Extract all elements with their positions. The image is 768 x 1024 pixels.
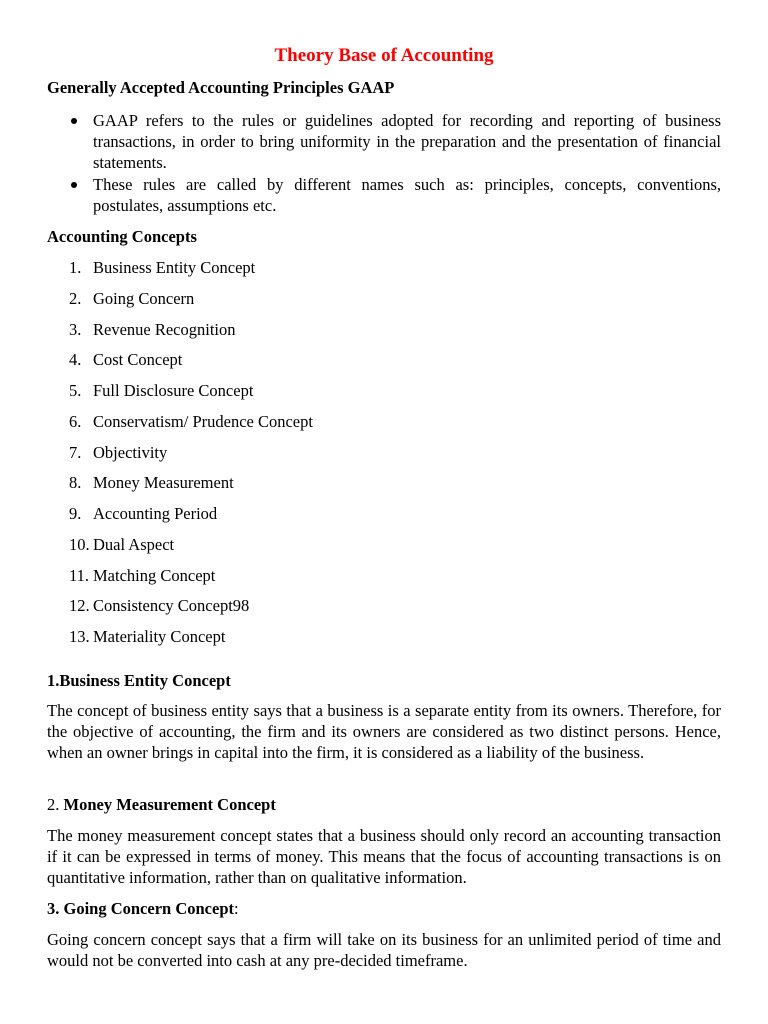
section2-heading-line [47,794,276,815]
item-number: 2. [69,288,82,308]
item-label: Revenue Recognition [93,319,236,339]
item-number: 6. [69,411,82,431]
item-number: 7. [69,442,82,462]
item-number: 5. [69,381,82,400]
section2-number: 2. [47,795,64,814]
bullet-text: These rules are called by different names such as: principles, concepts, conventions, postulates, assumptions etc. [93,175,721,215]
section3-heading: 3. Going Concern Concept [47,899,234,918]
section1-body: The concept of business entity says that a business is a separate entity from its owners. Therefore, for the objective of accounting, the firm and its owners are considered as two distinct persons. Hence, when an owner brings in capital into the firm, it is considered as a liability of the business. [47,701,721,762]
item-label: Consistency Concept98 [93,596,250,616]
list-item [47,110,721,173]
item-number: 1. [69,258,82,277]
item-label: Business Entity Concept [93,258,256,277]
item-number: 3. [69,319,82,339]
bullet-text: GAAP refers to the rules or guidelines adopted for recording and reporting of business transactions, in order to bring uniformity in the preparation and the presentation of financial statements. [93,111,721,172]
section1-heading: 1.Business Entity Concept [47,671,231,690]
item-number: 8. [69,473,82,493]
item-label: Money Measurement [93,473,234,493]
item-number: 11. [69,565,90,585]
item-label: Full Disclosure Concept [93,381,254,400]
item-number: 13. [69,627,90,646]
section3-heading-line [47,898,239,919]
item-label: Objectivity [93,442,168,462]
item-label: Conservatism/ Prudence Concept [93,411,313,431]
gaap-bullet-list [47,110,721,216]
item-label: Going Concern [93,288,195,308]
item-label: Materiality Concept [93,627,226,646]
item-number: 4. [69,350,82,370]
bullet-icon [71,118,77,124]
section3-body: Going concern concept says that a firm will take on its business for an unlimited period of time and would not be converted into cash at any pre-decided timeframe. [47,930,721,970]
item-number: 9. [69,504,82,523]
section3-colon: : [234,899,239,918]
section2-body: The money measurement concept states that a business should only record an accounting transaction if it can be expressed in terms of money. This means that the focus of accounting transactions is on quantitative information, rather than on qualitative information. [47,826,721,887]
item-number: 12. [69,596,90,616]
item-label: Matching Concept [93,565,216,585]
item-label: Cost Concept [93,350,183,370]
section2-heading: Money Measurement Concept [63,795,276,814]
item-label: Dual Aspect [93,534,175,554]
page-title: Theory Base of Accounting [274,45,494,66]
gaap-heading: Generally Accepted Accounting Principles GAAP [47,78,395,97]
list-item [47,174,721,216]
item-label: Accounting Period [93,504,218,523]
concepts-heading: Accounting Concepts [47,227,197,246]
bullet-icon [71,182,77,188]
item-number: 10. [69,534,90,554]
